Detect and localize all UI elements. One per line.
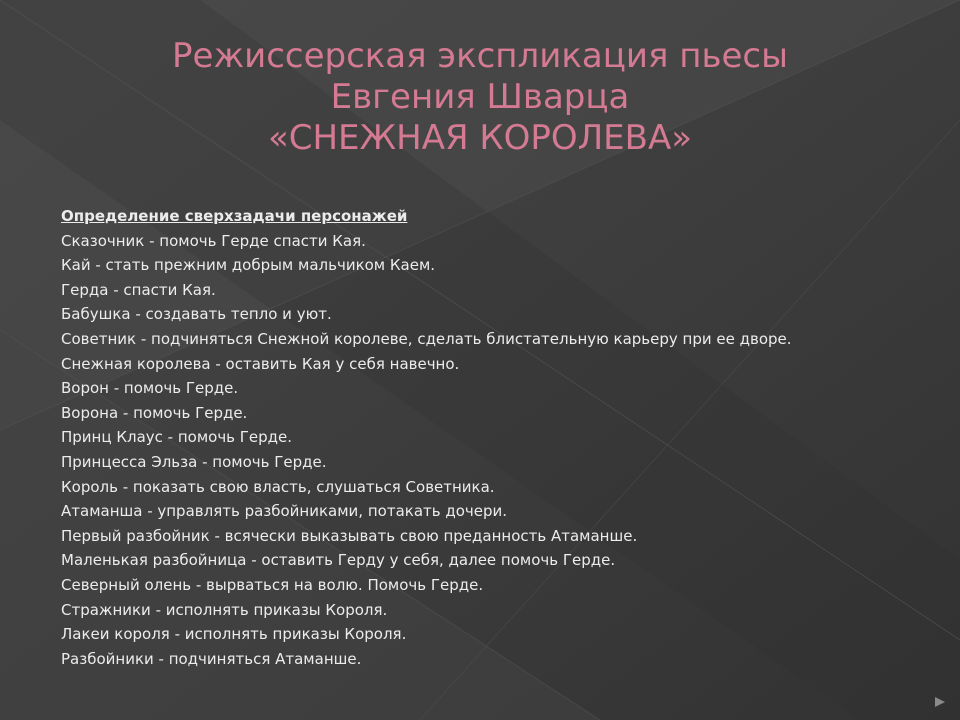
list-item: Король - показать свою власть, слушаться Советника. — [61, 477, 495, 496]
list-item: Сказочник - помочь Герде спасти Кая. — [61, 231, 366, 250]
title-line-3: «СНЕЖНАЯ КОРОЛЕВА» — [267, 118, 693, 158]
list-item: Принцесса Эльза - помочь Герде. — [61, 452, 327, 471]
list-item: Герда - спасти Кая. — [61, 280, 216, 299]
list-item: Принц Клаус - помочь Герде. — [61, 428, 293, 447]
list-item: Лакеи короля - исполнять приказы Короля. — [61, 625, 407, 644]
list-item: Северный олень - вырваться на волю. Помочь Герде. — [61, 575, 484, 594]
list-item: Снежная королева - оставить Кая у себя навечно. — [61, 354, 460, 373]
list-item: Первый разбойник - всячески выказывать свою преданность Атаманше. — [61, 526, 638, 545]
arrow-icon[interactable] — [934, 696, 946, 708]
list-item: Ворон - помочь Герде. — [61, 379, 239, 398]
list-item: Разбойники - подчиняться Атаманше. — [61, 649, 362, 668]
list-item: Кай - стать прежним добрым мальчиком Каем. — [61, 256, 436, 275]
list-item: Советник - подчиняться Снежной королеве, сделать блистательную карьеру при ее дворе. — [61, 329, 792, 348]
slide-title — [120, 36, 840, 159]
list-item: Ворона - помочь Герде. — [61, 403, 248, 422]
section-heading: Определение сверхзадачи персонажей — [61, 207, 408, 225]
list-item: Маленькая разбойница - оставить Герду у себя, далее помочь Герде. — [61, 551, 616, 570]
title-line-2: Евгения Шварца — [330, 77, 630, 117]
title-line-1: Режиссерская экспликация пьесы — [172, 36, 788, 76]
list-item: Стражники - исполнять приказы Короля. — [61, 600, 388, 619]
list-item: Бабушка - создавать тепло и уют. — [61, 305, 332, 324]
slide-content — [61, 204, 941, 671]
list-item: Атаманша - управлять разбойниками, потакать дочери. — [61, 502, 508, 521]
